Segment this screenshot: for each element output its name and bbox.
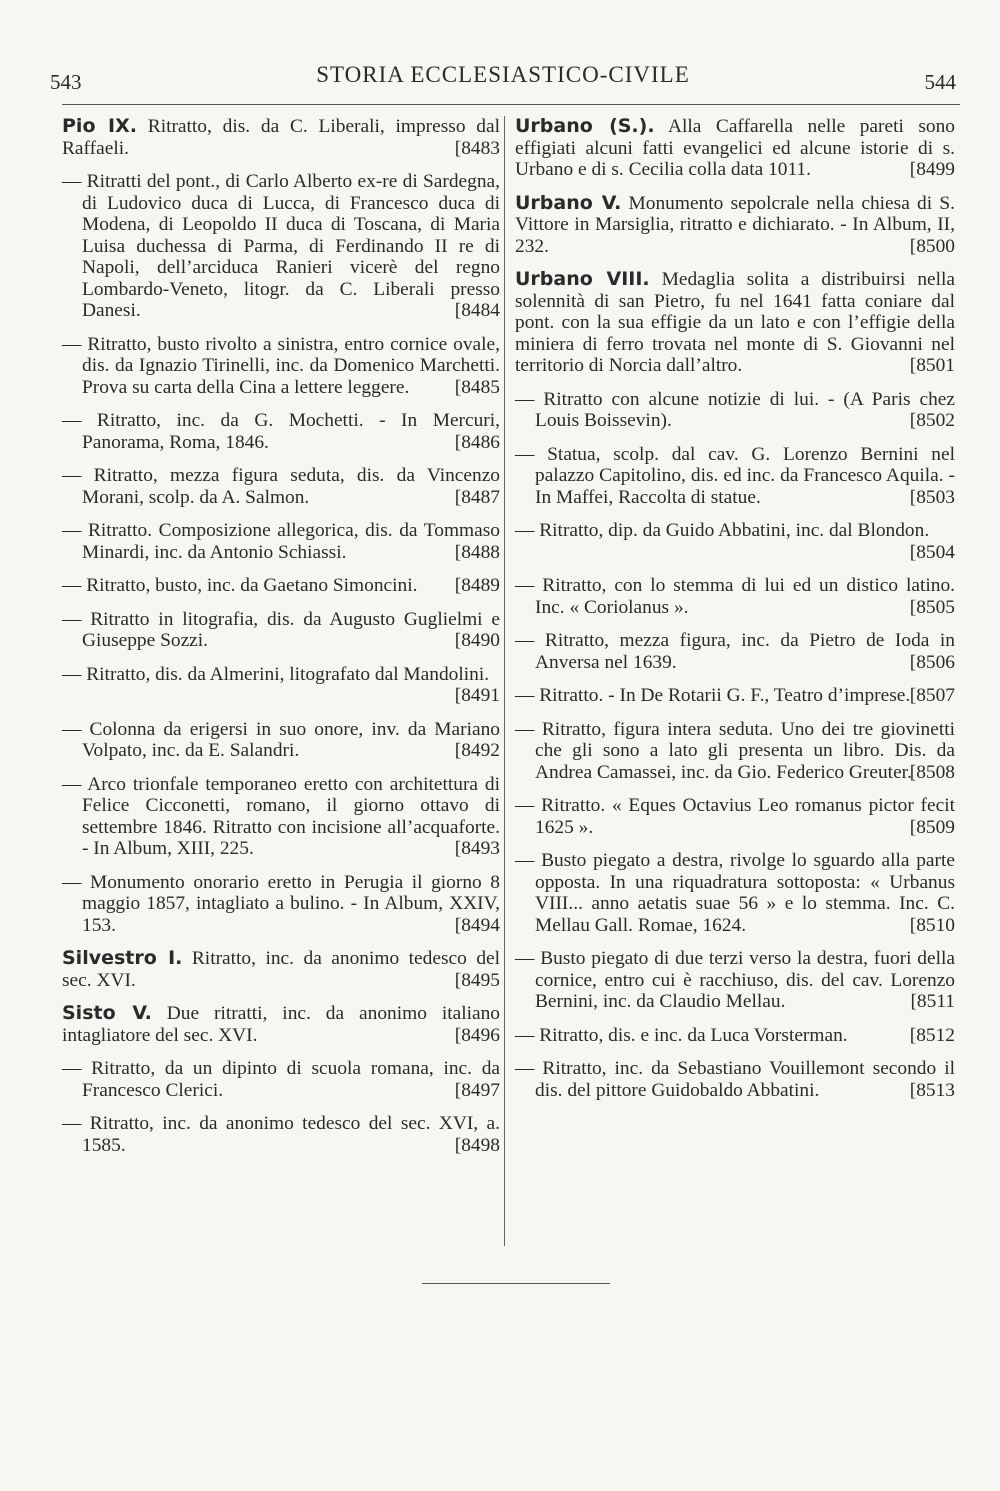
catalog-entry: [62, 774, 500, 860]
entry-headword: Urbano (S.).: [515, 115, 655, 137]
catalog-entry: [62, 948, 500, 991]
catalog-entry: [62, 719, 500, 762]
entry-number: [8507: [909, 685, 955, 706]
entry-number: [8495: [454, 969, 500, 991]
catalog-entry: [62, 520, 500, 563]
catalog-entry: [515, 444, 955, 509]
entry-number: [8483: [454, 137, 500, 159]
entry-number: [8501: [909, 355, 955, 376]
entry-number: [8510: [909, 914, 955, 936]
entry-text: Medaglia solita a distribuirsi nella solennità di san Pietro, fu nel 1641 fatta coniare dal pont. con la sua effigie da un lato e con l’effigie della miniera di ferro trovata nel monte di S. Giovanni nel territorio di Norcia dall’altro.: [515, 269, 955, 376]
entry-text: — Arco trionfale temporaneo eretto con architettura di Felice Cicconetti, romano, il giorno ottavo di settembre 1846. Ritratto con incisione all’acquaforte. - In Album, XIII, 225.: [62, 773, 500, 859]
entry-number: [8502: [909, 410, 955, 431]
entry-number: [8500: [909, 235, 955, 257]
catalog-entry: [515, 1025, 955, 1047]
entry-number: [8513: [909, 1079, 955, 1101]
entry-text: — Statua, scolp. dal cav. G. Lorenzo Bernini nel palazzo Capitolino, dis. ed inc. da Francesco Aquila. - In Maffei, Raccolta di statue.: [515, 443, 955, 508]
entry-headword: Urbano V.: [515, 191, 622, 214]
entry-text: — Ritratto, inc. da anonimo tedesco del sec. XVI, a. 1585.: [62, 1113, 500, 1156]
entry-text: — Ritratto con alcune notizie di lui. - (A Paris chez Louis Boissevin).: [515, 388, 955, 431]
entry-number: [8484: [454, 300, 500, 321]
entry-number: [8504: [909, 541, 955, 563]
catalog-entry: [515, 948, 955, 1013]
page-number-right: 544: [924, 70, 956, 94]
entry-text: — Ritratto, dis. e inc. da Luca Vorsterman.: [515, 1024, 848, 1046]
catalog-entry: [515, 193, 955, 258]
entry-headword: Sisto V.: [62, 1002, 152, 1024]
entry-number: [8487: [454, 486, 500, 508]
entry-number: [8489: [454, 575, 500, 596]
catalog-entry: [515, 575, 955, 618]
header-rule: [62, 104, 960, 105]
entry-text: — Ritratto, inc. da G. Mochetti. - In Mercuri, Panorama, Roma, 1846.: [62, 410, 500, 453]
entry-text: — Busto piegato a destra, rivolge lo sguardo alla parte opposta. In una riquadratura sottoposta: « Urbanus VIII... anno aetatis suae 56 » e lo stemma. Inc. C. Mellau Gall. Romae, 1624.: [515, 850, 955, 936]
entry-text: — Busto piegato di due terzi verso la destra, fuori della cornice, entro cui è racchiuso, dis. del cav. Lorenzo Bernini, inc. da Claudio Mellau.: [515, 948, 955, 1012]
catalog-entry: [62, 1058, 500, 1101]
entry-text: — Ritratto. « Eques Octavius Leo romanus pictor fecit 1625 ».: [515, 795, 955, 838]
catalog-entry: [62, 664, 500, 707]
catalog-entry: [62, 575, 500, 597]
entry-number: [8506: [909, 651, 955, 673]
entry-number: [8497: [454, 1079, 500, 1101]
end-rule: [422, 1283, 610, 1284]
entry-number: [8485: [454, 376, 500, 398]
catalog-entry: [515, 269, 955, 377]
entry-text: — Ritratti del pont., di Carlo Alberto ex-re di Sardegna, di Ludovico duca di Lucca, di Francesco duca di Modena, di Leopoldo II duca di Toscana, di Maria Luisa duchessa di Parma, di Ferdinando II re di Napoli, dell’arciduca Ranieri vicerè del regno Lombardo-Veneto, litogr. da C. Liberali presso Danesi.: [62, 171, 500, 321]
catalog-entry: [515, 685, 955, 707]
entry-text: — Ritratto, con lo stemma di lui ed un distico latino. Inc. « Coriolanus ».: [515, 575, 955, 618]
entry-text: Ritratto, dis. da C. Liberali, impresso dal Raffaeli.: [62, 116, 500, 159]
entry-number: [8491: [454, 685, 500, 706]
catalog-entry: [62, 872, 500, 937]
right-column: [515, 116, 955, 1113]
catalog-entry: [515, 389, 955, 432]
catalog-entry: [515, 850, 955, 936]
running-header: [50, 62, 956, 94]
running-title: STORIA ECCLESIASTICO-CIVILE: [316, 62, 690, 87]
catalog-entry: [515, 630, 955, 673]
entry-headword: Silvestro I.: [62, 947, 183, 969]
catalog-entry: [515, 1058, 955, 1101]
entry-number: [8503: [909, 486, 955, 508]
entry-text: — Monumento onorario eretto in Perugia il giorno 8 maggio 1857, intagliato a bulino. - In Album, XXIV, 153.: [62, 871, 500, 936]
entry-text: — Ritratto, mezza figura, inc. da Pietro de Ioda in Anversa nel 1639.: [515, 630, 955, 673]
entry-number: [8488: [454, 541, 500, 563]
catalog-entry: [515, 795, 955, 838]
catalog-entry: [62, 116, 500, 159]
catalog-entry: [62, 1113, 500, 1156]
entry-text: — Ritratto in litografia, dis. da Augusto Guglielmi e Giuseppe Sozzi.: [62, 608, 500, 651]
left-column: [62, 116, 500, 1168]
entry-number: [8505: [909, 596, 955, 618]
catalog-entry: [515, 520, 955, 563]
entry-text: — Ritratto, dis. da Almerini, litografato dal Mandolini.: [62, 663, 490, 685]
page-number-left: 543: [50, 70, 82, 94]
entry-number: [8512: [909, 1024, 955, 1046]
entry-text: Monumento sepolcrale nella chiesa di S. Vittore in Marsiglia, ritratto e dichiarato. - In Album, II, 232.: [515, 192, 955, 257]
catalog-entry: [62, 410, 500, 453]
entry-number: [8508: [909, 761, 955, 783]
catalog-entry: [62, 609, 500, 652]
catalog-entry: [62, 1003, 500, 1046]
catalog-entry: [62, 171, 500, 322]
entry-text: — Ritratto, dip. da Guido Abbatini, inc. dal Blondon.: [515, 520, 930, 541]
entry-number: [8499: [909, 159, 955, 180]
entry-headword: Urbano VIII.: [515, 268, 650, 290]
entry-text: — Ritratto. Composizione allegorica, dis. da Tommaso Minardi, inc. da Antonio Schiassi.: [62, 520, 500, 563]
entry-text: Alla Caffarella nelle pareti sono effigiati alcuni fatti evangelici ed alcune istorie di s. Urbano e di s. Cecilia colla data 1011.: [515, 116, 956, 180]
entry-number: [8486: [454, 431, 500, 453]
entry-text: — Ritratto, da un dipinto di scuola romana, inc. da Francesco Clerici.: [62, 1058, 500, 1101]
entry-number: [8493: [454, 838, 500, 859]
entry-text: — Ritratto, busto, inc. da Gaetano Simoncini.: [62, 575, 418, 596]
entry-text: — Ritratto, busto rivolto a sinistra, entro cornice ovale, dis. da Ignazio Tirinelli, inc. da Domenico Marchetti. Prova su carta della Cina a lettere leggere.: [62, 333, 500, 398]
entry-text: Ritratto, inc. da anonimo tedesco del sec. XVI.: [62, 948, 501, 991]
entry-number: [8509: [909, 816, 955, 838]
entry-headword: Pio IX.: [62, 115, 137, 137]
entry-number: [8494: [454, 914, 500, 936]
entry-text: — Ritratto, figura intera seduta. Uno dei tre giovinetti che gli sono a lato gli presenta un libro. Dis. da Andrea Camassei, inc. da Gio. Federico Greuter.: [515, 718, 955, 783]
entry-text: Due ritratti, inc. da anonimo italiano intagliatore del sec. XVI.: [62, 1003, 500, 1046]
entry-text: — Ritratto, mezza figura seduta, dis. da Vincenzo Morani, scolp. da A. Salmon.: [62, 465, 500, 508]
catalog-entry: [62, 465, 500, 508]
entry-text: — Ritratto, inc. da Sebastiano Vouillemont secondo il dis. del pittore Guidobaldo Abbatini.: [515, 1058, 955, 1101]
entry-number: [8492: [454, 740, 500, 761]
catalog-entry: [62, 334, 500, 399]
column-divider: [504, 116, 505, 1246]
entry-number: [8490: [454, 630, 500, 651]
entry-text: — Ritratto. - In De Rotarii G. F., Teatro d’imprese.: [515, 685, 911, 706]
entry-number: [8498: [454, 1134, 500, 1156]
entry-number: [8496: [454, 1024, 500, 1046]
entry-number: [8511: [910, 991, 955, 1012]
catalog-entry: [515, 719, 955, 784]
catalog-entry: [515, 116, 955, 181]
entry-text: — Colonna da erigersi in suo onore, inv. da Mariano Volpato, inc. da E. Salandri.: [62, 718, 500, 761]
